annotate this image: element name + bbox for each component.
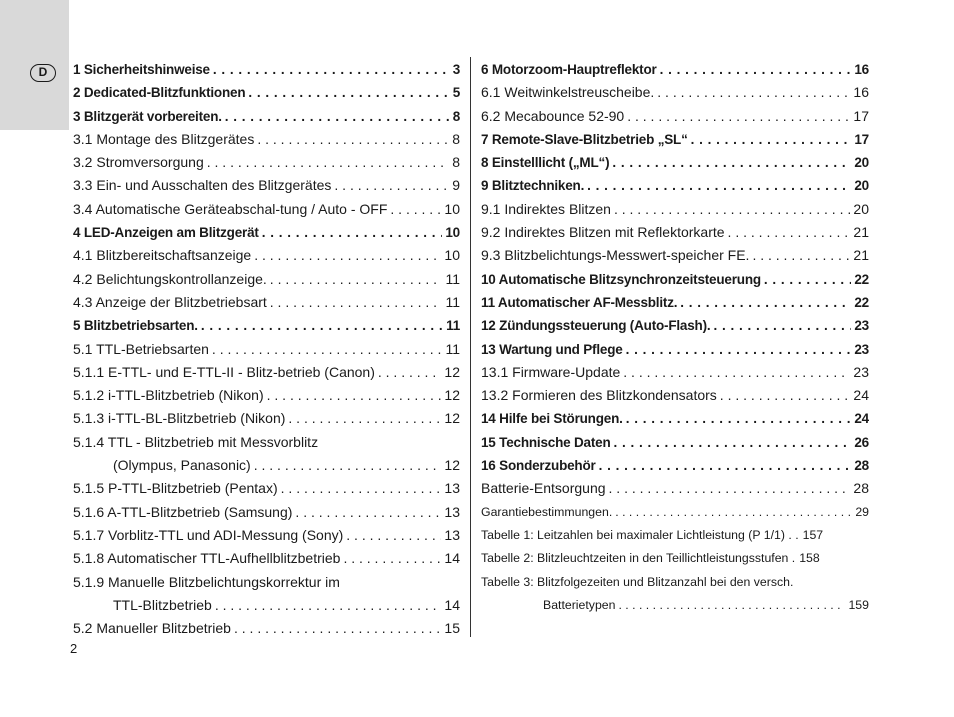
toc-leader-dots	[606, 477, 851, 500]
toc-chapter-entry[interactable]	[73, 314, 460, 337]
toc-entry-title: 10 Automatische Blitzsynchronzeitsteuerung	[481, 271, 761, 287]
toc-entry-title: 9.2 Indirektes Blitzen mit Reflektorkarte	[481, 224, 725, 241]
toc-entry[interactable]	[481, 594, 869, 617]
toc-entry[interactable]	[481, 198, 869, 221]
toc-leader-dots	[210, 58, 450, 81]
toc-entry-first-line: Tabelle 3: Blitzfolgezeiten und Blitzanzahl bei den versch.	[481, 574, 794, 589]
toc-entry-title: 5.1.3 i-TTL-BL-Blitzbetrieb (Nikon)	[73, 410, 286, 427]
toc-leader-dots	[688, 128, 852, 151]
toc-leader-dots	[231, 617, 441, 640]
toc-leader-dots	[623, 407, 852, 430]
toc-entry-page: 12	[444, 410, 460, 427]
toc-entry-page: 28	[854, 458, 869, 474]
toc-entry-page: 23	[854, 318, 869, 334]
toc-leader-dots	[212, 594, 442, 617]
toc-leader-dots	[292, 501, 441, 524]
toc-chapter-entry[interactable]	[481, 431, 869, 454]
toc-entry[interactable]	[73, 338, 460, 361]
toc-chapter-entry[interactable]	[481, 291, 869, 314]
toc-entry-page: 28	[853, 480, 869, 497]
toc-entry-page: 8	[452, 154, 460, 171]
toc-leader-dots	[623, 338, 852, 361]
toc-chapter-entry[interactable]	[73, 81, 460, 104]
toc-entry-page: 20	[854, 178, 869, 194]
toc-leader-dots	[285, 407, 441, 430]
toc-entry[interactable]	[481, 501, 869, 524]
toc-entry-title: TTL-Blitzbetrieb	[113, 596, 212, 613]
toc-entry-page: 20	[854, 155, 869, 171]
toc-entry-title: 5 Blitzbetriebsarten.	[73, 318, 198, 334]
toc-leader-dots	[620, 361, 850, 384]
toc-entry[interactable]	[481, 221, 869, 244]
toc-entry-page: 8	[452, 108, 460, 124]
toc-leader-dots	[204, 151, 449, 174]
toc-entry-title: 2 Dedicated-Blitzfunktionen	[73, 85, 246, 101]
toc-entry-page: 22	[854, 294, 869, 310]
toc-entry-title: 5.1.1 E-TTL- und E-TTL-II - Blitz-betrieb (Canon)	[73, 363, 375, 380]
toc-entry[interactable]	[481, 524, 869, 547]
toc-entry-title: 3.3 Ein- und Ausschalten des Blitzgerätes	[73, 177, 332, 194]
toc-entry[interactable]	[481, 547, 869, 570]
toc-leader-dots	[611, 431, 852, 454]
toc-entry[interactable]	[481, 81, 869, 104]
toc-leader-dots	[761, 268, 851, 291]
toc-entry-title: 16 Sonderzubehör	[481, 458, 596, 474]
toc-leader-dots	[267, 268, 443, 291]
toc-entry-title: 9 Blitztechniken.	[481, 178, 585, 194]
toc-entry-title: 5.1.6 A-TTL-Blitzbetrieb (Samsung)	[73, 503, 293, 520]
page-number: 2	[70, 641, 78, 656]
toc-entry-page: 23	[854, 341, 869, 357]
toc-entry-page: 157	[802, 527, 824, 542]
toc-entry-title: 6.1 Weitwinkelstreuscheibe.	[481, 84, 655, 101]
toc-leader-dots	[259, 221, 443, 244]
toc-leader-dots	[251, 244, 441, 267]
toc-entry-title: Tabelle 1: Leitzahlen bei maximaler Lichtleistung (P 1/1) . .	[481, 527, 799, 542]
toc-entry[interactable]	[73, 454, 460, 477]
toc-leader-dots	[677, 291, 851, 314]
toc-entry-page: 12	[444, 363, 460, 380]
toc-entry[interactable]	[73, 477, 460, 500]
toc-entry-title: (Olympus, Panasonic)	[113, 457, 251, 474]
toc-entry-title: 5.1.2 i-TTL-Blitzbetrieb (Nikon)	[73, 387, 264, 404]
toc-leader-dots	[611, 198, 850, 221]
toc-entry[interactable]	[73, 244, 460, 267]
toc-leader-dots	[222, 105, 450, 128]
toc-leader-dots	[245, 81, 449, 104]
language-badge: D	[30, 64, 56, 82]
toc-chapter-entry[interactable]	[481, 338, 869, 361]
toc-entry-page: 12	[444, 457, 460, 474]
toc-leader-dots	[612, 501, 852, 524]
toc-entry-title: 15 Technische Daten	[481, 434, 611, 450]
toc-entry[interactable]	[73, 617, 460, 640]
toc-entry[interactable]	[481, 361, 869, 384]
toc-entry-title: 13 Wartung und Pflege	[481, 341, 623, 357]
toc-leader-dots	[749, 244, 850, 267]
chapter-tab	[0, 0, 69, 130]
toc-entry-page: 15	[444, 620, 460, 637]
toc-entry-title: 4.3 Anzeige der Blitzbetriebsart	[73, 293, 267, 310]
toc-leader-dots	[609, 151, 851, 174]
toc-entry-first-line: 5.1.4 TTL - Blitzbetrieb mit Messvorblitz	[73, 433, 319, 450]
toc-leader-dots	[209, 338, 443, 361]
toc-entry-title: 5.1.7 Vorblitz-TTL und ADI-Messung (Sony)	[73, 526, 344, 543]
toc-entry-page: 11	[446, 318, 460, 334]
toc-chapter-entry[interactable]	[481, 407, 869, 430]
toc-leader-dots	[387, 198, 441, 221]
toc-entry-page: 16	[853, 84, 869, 101]
toc-entry[interactable]	[73, 128, 460, 151]
toc-entry-title: 11 Automatischer AF-Messblitz.	[481, 294, 678, 310]
toc-leader-dots	[340, 547, 441, 570]
toc-entry-title: Tabelle 2: Blitzleuchtzeiten in den Teillichtleistungsstufen .	[481, 551, 796, 566]
toc-entry[interactable]	[73, 291, 460, 314]
toc-entry-title: 4 LED-Anzeigen am Blitzgerät	[73, 225, 259, 241]
toc-leader-dots	[710, 314, 851, 337]
toc-entry-page: 10	[445, 225, 460, 241]
toc-entry-page: 14	[444, 596, 460, 613]
toc-leader-dots	[267, 291, 443, 314]
toc-chapter-entry[interactable]	[481, 314, 869, 337]
toc-entry-title: 3.2 Stromversorgung	[73, 154, 204, 171]
toc-leader-dots	[654, 81, 850, 104]
toc-entry-page: 10	[444, 200, 460, 217]
toc-entry-page: 16	[854, 62, 869, 77]
toc-leader-dots	[725, 221, 851, 244]
toc-entry[interactable]	[73, 501, 460, 524]
toc-leader-dots	[251, 454, 442, 477]
toc-entry-page: 11	[445, 270, 460, 287]
toc-entry-title: 6 Motorzoom-Hauptreflektor	[481, 62, 657, 77]
toc-entry-title: 1 Sicherheitshinweise	[73, 62, 210, 77]
toc-chapter-entry[interactable]	[481, 151, 869, 174]
toc-leader-dots	[717, 384, 851, 407]
toc-leader-dots	[331, 174, 449, 197]
toc-entry-title: 4.2 Belichtungskontrollanzeige.	[73, 270, 267, 287]
toc-entry-page: 11	[445, 293, 460, 310]
toc-entry[interactable]	[481, 244, 869, 267]
toc-entry-page: 21	[853, 224, 869, 241]
toc-entry[interactable]	[481, 477, 869, 500]
toc-chapter-entry[interactable]	[73, 58, 460, 81]
toc-entry[interactable]	[73, 594, 460, 617]
toc-entry-title: 5.1 TTL-Betriebsarten	[73, 340, 209, 357]
toc-chapter-entry[interactable]	[481, 454, 869, 477]
toc-entry-page: 21	[853, 247, 869, 264]
toc-chapter-entry[interactable]	[481, 174, 869, 197]
toc-leader-dots	[264, 384, 442, 407]
toc-entry-title: 3.4 Automatische Geräteabschal-tung / Auto - OFF	[73, 200, 388, 217]
toc-entry-page: 17	[853, 107, 869, 124]
toc-leader-dots	[624, 105, 850, 128]
toc-entry-page: 8	[452, 130, 460, 147]
toc-entry-title: 8 Einstelllicht („ML“)	[481, 155, 610, 171]
toc-entry-page: 23	[853, 363, 869, 380]
toc-leader-dots	[198, 314, 443, 337]
toc-entry-title: 13.2 Formieren des Blitzkondensators	[481, 387, 717, 404]
toc-chapter-entry[interactable]	[73, 221, 460, 244]
toc-chapter-entry[interactable]	[481, 128, 869, 151]
toc-entry-title: 14 Hilfe bei Störungen.	[481, 411, 623, 427]
toc-chapter-entry[interactable]	[481, 268, 869, 291]
toc-entry-page: 12	[444, 387, 460, 404]
toc-entry-title: 7 Remote-Slave-Blitzbetrieb „SL“	[481, 131, 688, 147]
toc-entry-page: 159	[848, 597, 869, 612]
toc-entry-title: 4.1 Blitzbereitschaftsanzeige	[73, 247, 252, 264]
toc-entry-title: 13.1 Firmware-Update	[481, 363, 621, 380]
toc-entry-page: 11	[445, 340, 460, 357]
toc-leader-dots	[254, 128, 449, 151]
toc-entry[interactable]	[73, 407, 460, 430]
toc-entry-page: 20	[853, 200, 869, 217]
toc-entry-page: 3	[452, 62, 460, 77]
toc-entry-title: 9.3 Blitzbelichtungs-Messwert-speicher FE.	[481, 247, 750, 264]
toc-entry-page: 13	[444, 503, 460, 520]
toc-leader-dots	[375, 361, 442, 384]
toc-leader-dots	[278, 477, 442, 500]
toc-entry-title: Batterietypen	[543, 597, 616, 612]
toc-entry[interactable]	[73, 174, 460, 197]
toc-entry-title: Batterie-Entsorgung	[481, 480, 606, 497]
toc-entry-page: 17	[854, 131, 869, 147]
toc-entry[interactable]	[73, 384, 460, 407]
toc-entry-page: 24	[854, 411, 869, 427]
toc-entry-page: 9	[452, 177, 460, 194]
toc-entry-page: 13	[444, 480, 460, 497]
toc-entry[interactable]	[73, 198, 460, 221]
toc-entry-page: 13	[444, 526, 460, 543]
toc-entry[interactable]	[481, 105, 869, 128]
toc-entry-title: 9.1 Indirektes Blitzen	[481, 200, 611, 217]
toc-entry[interactable]	[481, 384, 869, 407]
toc-chapter-entry[interactable]	[73, 105, 460, 128]
toc-entry[interactable]	[73, 547, 460, 570]
toc-leader-dots	[584, 174, 851, 197]
toc-entry-page: 22	[854, 271, 869, 287]
toc-entry-title: 3.1 Montage des Blitzgerätes	[73, 130, 255, 147]
toc-entry[interactable]	[73, 268, 460, 291]
toc-leader-dots	[615, 594, 845, 617]
toc-entry[interactable]	[73, 361, 460, 384]
toc-entry-page: 26	[854, 434, 869, 450]
toc-entry-first-line: 5.1.9 Manuelle Blitzbelichtungskorrektur im	[73, 573, 340, 590]
toc-entry-page: 10	[444, 247, 460, 264]
toc-entry-page: 24	[853, 387, 869, 404]
toc-entry-title: 5.1.5 P-TTL-Blitzbetrieb (Pentax)	[73, 480, 278, 497]
toc-chapter-entry[interactable]	[481, 58, 869, 81]
toc-entry[interactable]	[73, 151, 460, 174]
toc-entry[interactable]	[73, 524, 460, 547]
toc-entry-title: 3 Blitzgerät vorbereiten.	[73, 108, 222, 124]
toc-entry-title: Garantiebestimmungen.	[481, 504, 613, 519]
toc-entry-page: 14	[444, 550, 460, 567]
toc-entry-title: 12 Zündungssteuerung (Auto-Flash).	[481, 318, 711, 334]
toc-entry-title: 5.1.8 Automatischer TTL-Aufhellblitzbetrieb	[73, 550, 341, 567]
toc-right-column	[481, 58, 869, 617]
toc-leader-dots	[596, 454, 852, 477]
toc-entry-page: 158	[799, 551, 820, 566]
column-divider	[470, 57, 471, 637]
toc-leader-dots	[343, 524, 441, 547]
toc-entry-page: 5	[452, 85, 460, 101]
toc-entry-page: 29	[855, 504, 869, 519]
toc-entry-title: 5.2 Manueller Blitzbetrieb	[73, 620, 231, 637]
toc-entry-title: 6.2 Mecabounce 52-90	[481, 107, 625, 124]
toc-leader-dots	[657, 58, 852, 81]
toc-left-column	[73, 58, 460, 640]
